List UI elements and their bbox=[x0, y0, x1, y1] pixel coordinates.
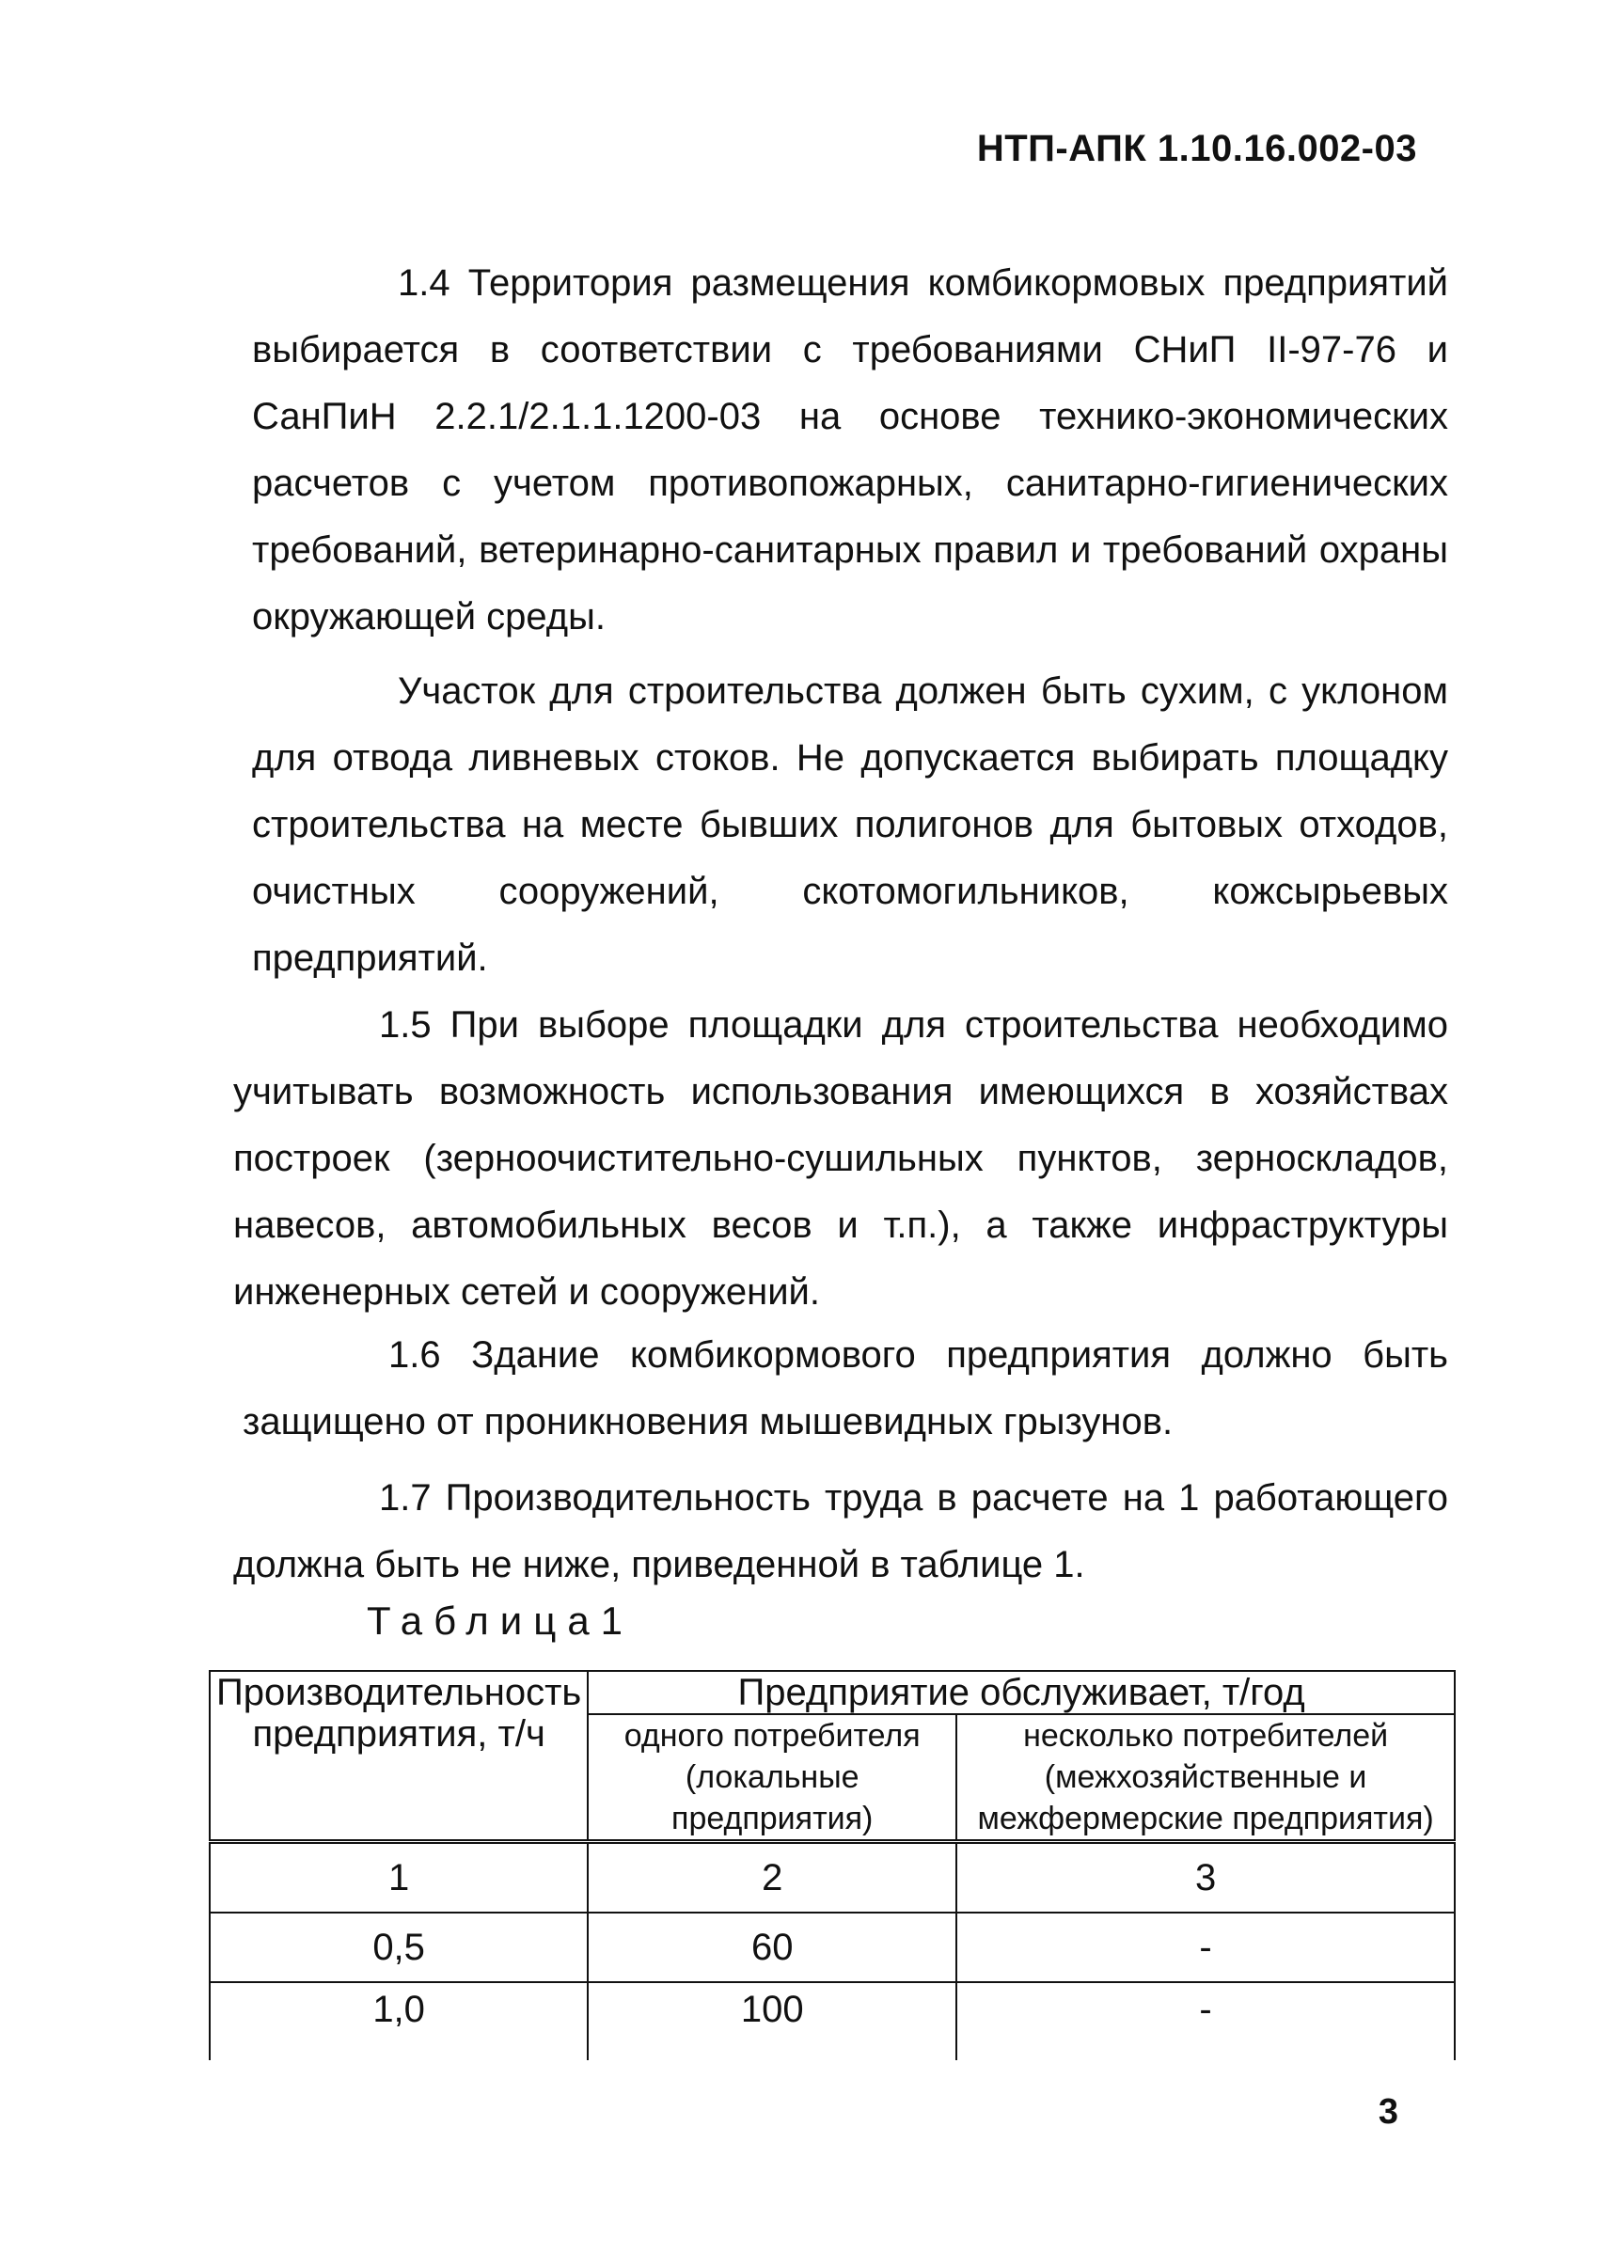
header-single-consumer: одного потребителя (локальные предприятия) bbox=[588, 1714, 956, 1842]
header-productivity: Производительность предприятия, т/ч bbox=[210, 1671, 588, 1842]
paragraph-1-7 bbox=[233, 1465, 1448, 1599]
table-header-row-1 bbox=[210, 1671, 1455, 1714]
table-cell: 100 bbox=[588, 1982, 956, 2060]
paragraph-1-6-text: 1.6 Здание комбикормового предприятия должно быть защищено от проникновения мышевидных грызунов. bbox=[243, 1334, 1448, 1442]
table-cell: 0,5 bbox=[210, 1913, 588, 1982]
column-number-cell: 2 bbox=[588, 1842, 956, 1914]
paragraph-site-text: Участок для строительства должен быть сухим, с уклоном для отвода ливневых стоков. Не допускается выбирать площадку строительства на месте бывших полигонов для бытовых отходов, очистных сооружений, скотомогильников, кожсырьевых предприятий. bbox=[252, 670, 1448, 979]
table-cell: - bbox=[956, 1913, 1455, 1982]
column-number-cell: 3 bbox=[956, 1842, 1455, 1914]
header-multiple-consumers: несколько потребителей (межхозяйственные и межфермерские предприятия) bbox=[956, 1714, 1455, 1842]
page-number: 3 bbox=[1378, 2092, 1398, 2132]
column-number-row bbox=[210, 1842, 1455, 1914]
table-cell: 1,0 bbox=[210, 1982, 588, 2060]
table-caption: Таблица1 bbox=[367, 1599, 635, 1643]
column-number-cell: 1 bbox=[210, 1842, 588, 1914]
paragraph-1-5 bbox=[233, 992, 1448, 1326]
table-row bbox=[210, 1982, 1455, 2060]
paragraph-1-4-text: 1.4 Территория размещения комбикормовых предприятий выбирается в соответствии с требованиями СНиП II-97-76 и СанПиН 2.2.1/2.1.1.1200-03 на основе технико-экономических расчетов с учетом противопожарных, санитарно-гигиенических требований, ветеринарно-санитарных правил и требований охраны окружающей среды. bbox=[252, 262, 1448, 638]
table-row bbox=[210, 1913, 1455, 1982]
paragraph-1-6 bbox=[243, 1322, 1448, 1456]
table-cell: - bbox=[956, 1982, 1455, 2060]
paragraph-site-requirements bbox=[252, 658, 1448, 992]
paragraph-1-5-text: 1.5 При выборе площадки для строительства необходимо учитывать возможность использования имеющихся в хозяйствах построек (зерноочистительно-сушильных пунктов, зерноскладов, навесов, автомобильных весов и т.п.), а также инфраструктуры инженерных сетей и сооружений. bbox=[233, 1004, 1448, 1313]
paragraph-1-7-text: 1.7 Производительность труда в расчете на 1 работающего должна быть не ниже, приведенной в таблице 1. bbox=[233, 1477, 1448, 1585]
header-serves-group: Предприятие обслуживает, т/год bbox=[588, 1671, 1455, 1714]
productivity-table bbox=[209, 1670, 1456, 2060]
table-cell: 60 bbox=[588, 1913, 956, 1982]
document-code-header: НТП-АПК 1.10.16.002-03 bbox=[976, 128, 1417, 169]
paragraph-1-4 bbox=[252, 250, 1448, 651]
